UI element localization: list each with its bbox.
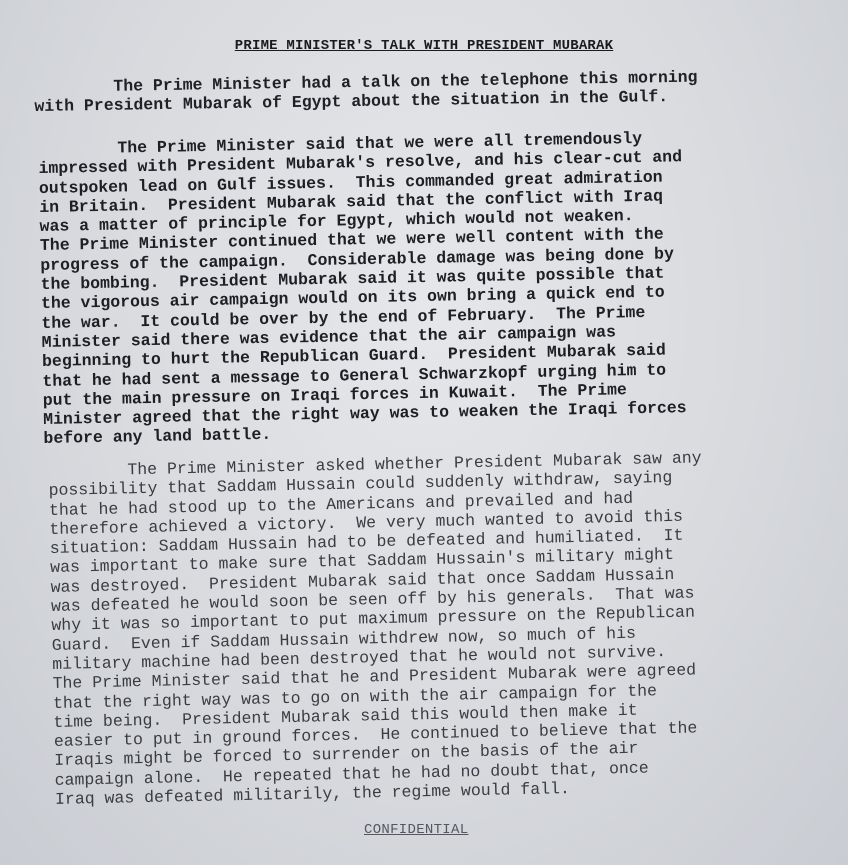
paragraph-1: The Prime Minister had a talk on the telephone this morning with President Mubarak of Egypt about the situation in the Gulf.: [34, 67, 698, 117]
paragraph-2: The Prime Minister said that we were all tremendously impressed with President Mubarak's resolve, and his clear-cut and outspoken lead on Gulf issues. This commanded great admiration in Britain. President Mubarak said that the conflict with Iraq was a matter of principle for Egypt, which would not weaken. The Prime Minister continued that we were well content with the progress of the campaign. Considerable damage was being done by the bombing. President Mubarak said it was quite possible that the vigorous air campaign would on its own bring a quick end to the war. It could be over by the end of February. The Prime Minister said there was evidence that the air campaign was beginning to hurt the Republican Guard. President Mubarak said that he had sent a message to General Schwarzkopf urging him to put the main pressure on Iraqi forces in Kuwait. The Prime Minister agreed that the right way was to weaken the Iraqi forces before any land battle.: [38, 128, 687, 449]
document-title: PRIME MINISTER'S TALK WITH PRESIDENT MUBARAK: [234, 38, 614, 54]
classification-marking: CONFIDENTIAL: [364, 822, 469, 838]
paragraph-3: The Prime Minister asked whether President Mubarak saw any possibility that Saddam Hussain could suddenly withdraw, saying that he had stood up to the Americans and prevailed and had therefore achieved a victory. We very much wanted to avoid this situation: Saddam Hussain had to be defeated and humiliated. It was important to make sure that Saddam Hussain's military might was destroyed. President Mubarak said that once Saddam Hussain was defeated he would soon be seen off by his generals. That was why it was so important to put maximum pressure on the Republican Guard. Even if Saddam Hussain withdrew now, so much of his military machine had been destroyed that he would not survive. The Prime Minister said that he and President Mubarak were agreed that the right way was to go on with the air campaign for the time being. President Mubarak said this would then make it easier to put in ground forces. He continued to believe that the Iraqis might be forced to surrender on the basis of the air campaign alone. He repeated that he had no doubt that, once Iraq was defeated militarily, the regime would fall.: [48, 448, 702, 809]
